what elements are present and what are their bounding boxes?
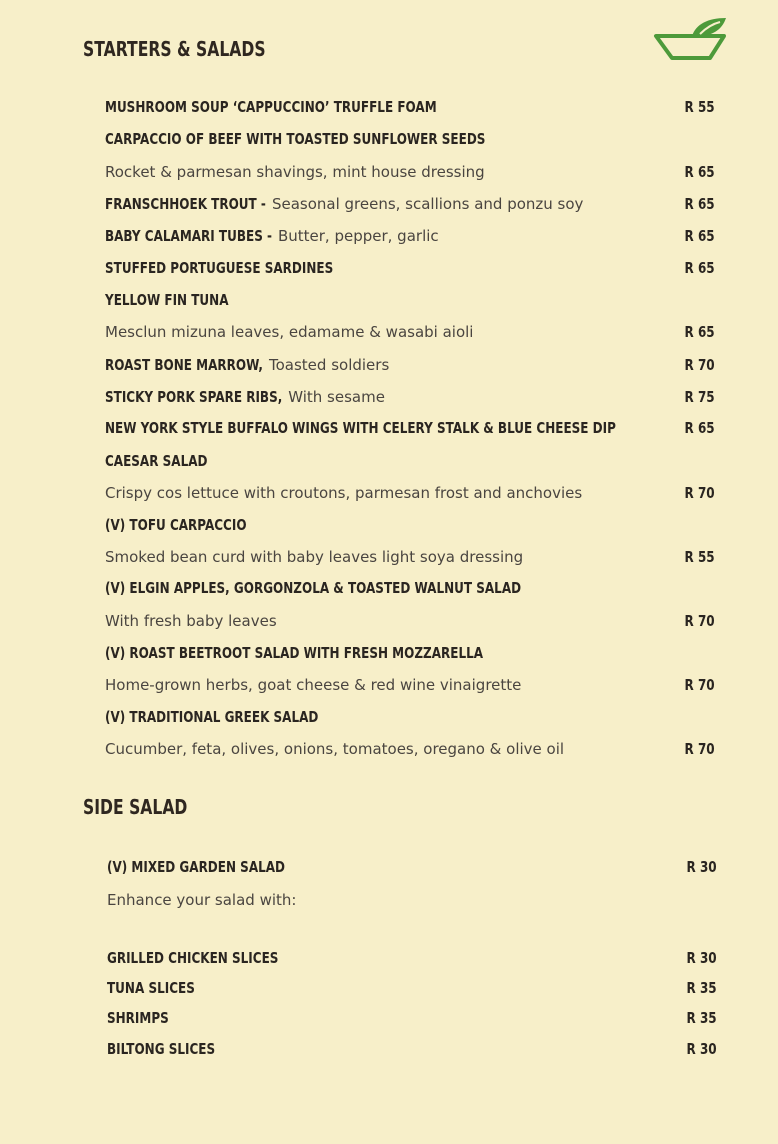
- item-name: SHRIMPS: [107, 1009, 169, 1027]
- item-description: Cucumber, feta, olives, onions, tomatoes, oregano & olive oil: [105, 740, 565, 758]
- item-price: R 70: [684, 484, 715, 502]
- item-price: R 35: [686, 979, 717, 997]
- item-name: NEW YORK STYLE BUFFALO WINGS WITH CELERY STALK & BLUE CHEESE DIP: [105, 419, 616, 437]
- item-price: R 75: [684, 388, 715, 406]
- item-description: Enhance your salad with:: [107, 891, 297, 909]
- item-name: (V) TRADITIONAL GREEK SALAD: [105, 708, 319, 726]
- item-name: TUNA SLICES: [107, 979, 195, 997]
- item-price: R 70: [684, 612, 715, 630]
- item-description: With fresh baby leaves: [105, 612, 277, 630]
- item-name: STICKY PORK SPARE RIBS,: [105, 388, 283, 406]
- item-price: R 70: [684, 676, 715, 694]
- item-price: R 65: [684, 323, 715, 341]
- menu-line: [107, 976, 717, 1000]
- item-name: CARPACCIO OF BEEF WITH TOASTED SUNFLOWER SEEDS: [105, 130, 486, 148]
- item-price: R 65: [684, 419, 715, 437]
- menu-line: [105, 481, 715, 505]
- section-heading-starters: STARTERS & SALADS: [83, 37, 266, 61]
- item-price: R 65: [684, 163, 715, 181]
- item-price: R 30: [686, 1040, 717, 1058]
- menu-line: [105, 192, 715, 216]
- item-name: BABY CALAMARI TUBES -: [105, 227, 273, 245]
- item-name: (V) ROAST BEETROOT SALAD WITH FRESH MOZZARELLA: [105, 644, 484, 662]
- menu-line: [105, 127, 715, 151]
- menu-line: [105, 545, 715, 569]
- item-price: R 30: [686, 858, 717, 876]
- item-price: R 70: [684, 356, 715, 374]
- item-name: GRILLED CHICKEN SLICES: [107, 949, 279, 967]
- item-price: R 55: [684, 98, 715, 116]
- menu-line: [105, 513, 715, 537]
- menu-line: [107, 855, 717, 879]
- item-description: Butter, pepper, garlic: [277, 227, 439, 245]
- menu-line: [105, 95, 715, 119]
- item-name: (V) MIXED GARDEN SALAD: [107, 858, 286, 876]
- item-name: BILTONG SLICES: [107, 1040, 216, 1058]
- item-name: CAESAR SALAD: [105, 452, 208, 470]
- menu-line: [105, 353, 715, 377]
- item-name: ROAST BONE MARROW,: [105, 356, 263, 374]
- menu-line: [105, 609, 715, 633]
- salad-bowl-icon: [652, 14, 734, 66]
- menu-line: [105, 641, 715, 665]
- menu-line: [105, 256, 715, 280]
- item-price: R 65: [684, 195, 715, 213]
- item-description: Toasted soldiers: [269, 356, 390, 374]
- item-name: MUSHROOM SOUP ‘CAPPUCCINO’ TRUFFLE FOAM: [105, 98, 437, 116]
- item-name: (V) ELGIN APPLES, GORGONZOLA & TOASTED WALNUT SALAD: [105, 579, 522, 597]
- item-description: Rocket & parmesan shavings, mint house dressing: [105, 163, 485, 181]
- menu-line: [107, 1037, 717, 1061]
- item-price: R 35: [686, 1009, 717, 1027]
- menu-line: [105, 224, 715, 248]
- menu-line: [105, 449, 715, 473]
- section-heading-side-salad: SIDE SALAD: [83, 795, 188, 819]
- item-price: R 55: [684, 548, 715, 566]
- item-description: With sesame: [288, 388, 385, 406]
- item-price: R 30: [686, 949, 717, 967]
- menu-line: [105, 416, 715, 440]
- menu-line: [105, 705, 715, 729]
- item-price: R 65: [684, 227, 715, 245]
- item-description: Crispy cos lettuce with croutons, parmesan frost and anchovies: [105, 484, 583, 502]
- item-name: FRANSCHHOEK TROUT -: [105, 195, 266, 213]
- menu-line: [105, 288, 715, 312]
- item-price: R 70: [684, 740, 715, 758]
- item-price: R 65: [684, 259, 715, 277]
- item-name: (V) TOFU CARPACCIO: [105, 516, 247, 534]
- menu-line: [107, 1006, 717, 1030]
- item-description: Seasonal greens, scallions and ponzu soy: [271, 195, 584, 213]
- item-name: STUFFED PORTUGUESE SARDINES: [105, 259, 334, 277]
- menu-line: [105, 160, 715, 184]
- item-description: Home-grown herbs, goat cheese & red wine vinaigrette: [105, 676, 522, 694]
- item-description: Smoked bean curd with baby leaves light soya dressing: [105, 548, 524, 566]
- menu-line: [105, 673, 715, 697]
- menu-line: [105, 320, 715, 344]
- item-name: YELLOW FIN TUNA: [105, 291, 229, 309]
- menu-line: [107, 946, 717, 970]
- menu-line: [107, 888, 717, 912]
- menu-line: [105, 385, 715, 409]
- menu-line: [105, 576, 715, 600]
- menu-line: [105, 737, 715, 761]
- item-description: Mesclun mizuna leaves, edamame & wasabi aioli: [105, 323, 474, 341]
